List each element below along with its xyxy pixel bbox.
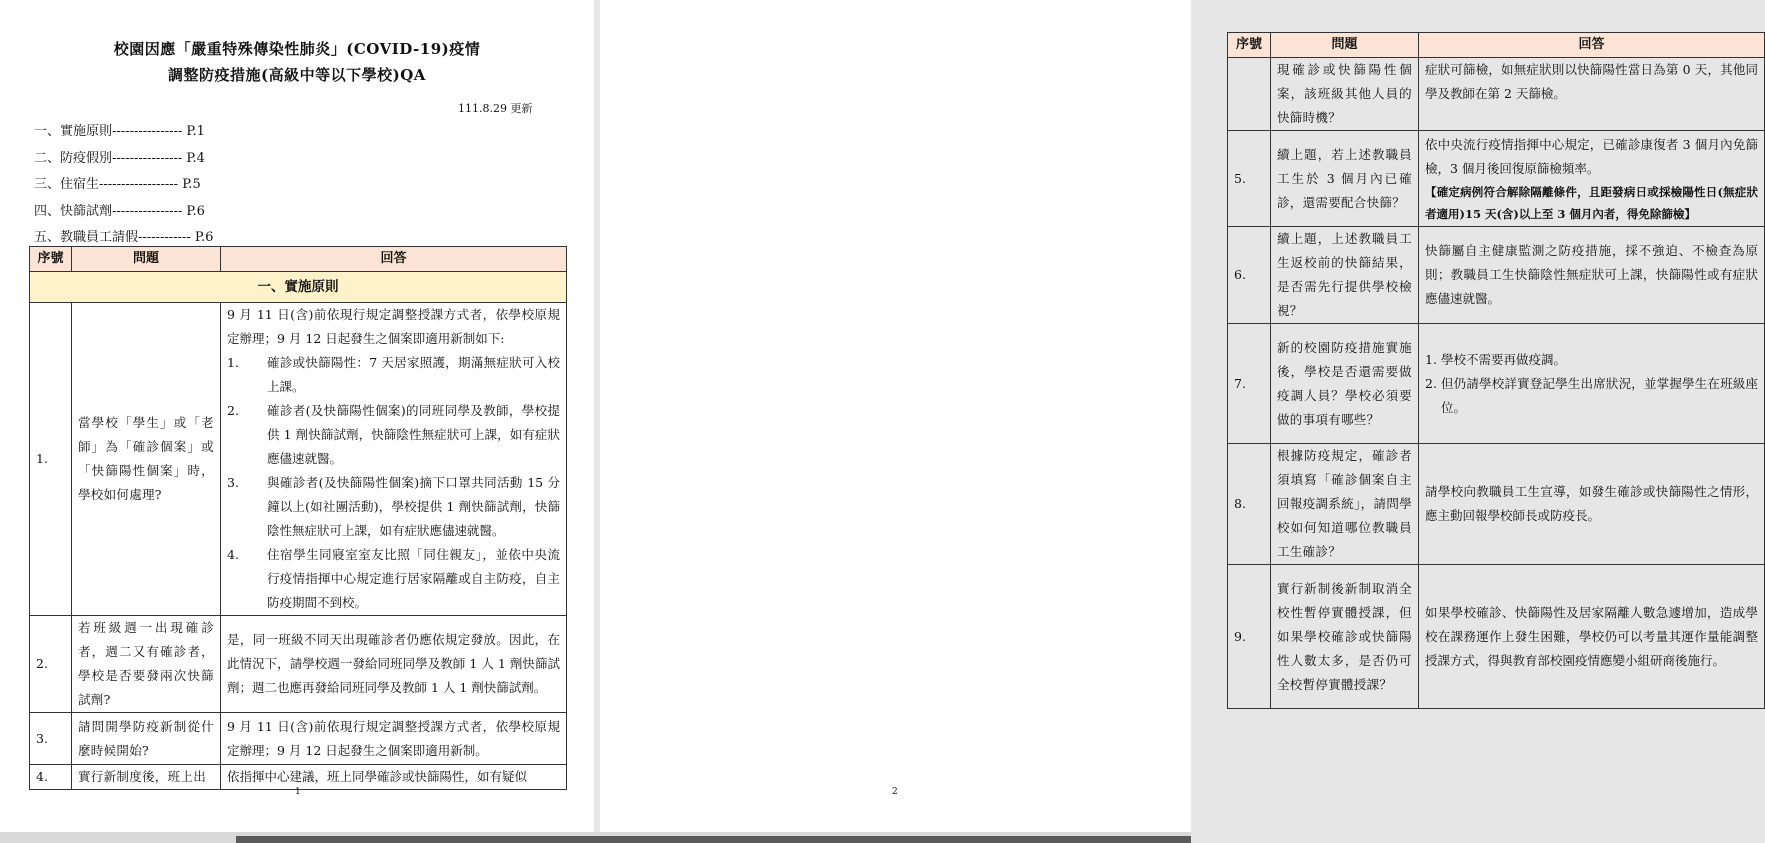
list-marker: 2.	[227, 403, 239, 418]
header-question: 問題	[1271, 33, 1419, 58]
viewer-scrollbar-track[interactable]	[0, 832, 1191, 843]
document-title-line1: 校園因應「嚴重特殊傳染性肺炎」(COVID-19)疫情	[113, 40, 481, 58]
list-text: 住宿學生同寢室室友比照「同住親友」，並依中央流行疫情指揮中心規定進行居家隔離或自主防疫，自主防疫期間不到校。	[267, 547, 560, 610]
header-question: 問題	[72, 247, 221, 272]
table-row	[1228, 324, 1765, 444]
toc-item: 一、實施原則---------------- P.1	[34, 124, 205, 139]
row-question: 續上題，上述教職員工生返校前的快篩結果，是否需先行提供學校檢視？	[1271, 227, 1419, 324]
row-question: 根據防疫規定，確診者須填寫「確診個案自主回報疫調系統」，請問學校如何知道哪位教職員工生確診？	[1271, 444, 1419, 565]
row-num: 2.	[30, 616, 72, 713]
list-item	[227, 399, 560, 471]
header-answer: 回答	[1419, 33, 1765, 58]
list-item	[1425, 348, 1758, 372]
list-text: 與確診者(及快篩陽性個案)摘下口罩共同活動 15 分鐘以上(如社團活動)，學校提供 1 劑快篩試劑，快篩陰性無症狀可上課，如有症狀應儘速就醫。	[267, 475, 560, 538]
list-marker: 1.	[1425, 351, 1437, 367]
table-header-row	[30, 247, 567, 272]
table-row	[30, 303, 567, 616]
table-row	[30, 616, 567, 713]
row-question: 實行新制後新制取消全校性暫停實體授課，但如果學校確診或快篩陽性人數太多，是否仍可全校暫停實體授課？	[1271, 565, 1419, 709]
table-header-row	[1228, 33, 1765, 58]
row-num: 4.	[30, 765, 72, 790]
table-row	[1228, 227, 1765, 324]
toc-item: 四、快篩試劑---------------- P.6	[34, 203, 205, 219]
row-question: 請問開學防疫新制從什麼時候開始?	[72, 713, 221, 765]
header-answer: 回答	[221, 247, 567, 272]
table-row	[30, 765, 567, 790]
list-text: 確診者(及快篩陽性個案)的同班同學及教師，學校提供 1 劑快篩試劑，快篩陰性無症狀可上課，如有症狀應儘速就醫。	[267, 403, 560, 466]
table-row	[30, 713, 567, 765]
row-answer: 9 月 11 日(含)前依現行規定調整授課方式者，依學校原規定辦理；9 月 12 日起發生之個案即適用新制。	[221, 713, 567, 765]
list-item	[1425, 372, 1758, 420]
list-marker: 2.	[1425, 375, 1437, 391]
table-row	[1228, 131, 1765, 227]
table-row	[1228, 444, 1765, 565]
qa-table-page2	[1227, 32, 1765, 709]
list-item	[227, 351, 560, 399]
row-num: 3.	[30, 713, 72, 765]
table-of-contents	[34, 123, 213, 256]
row-num: 1.	[30, 303, 72, 616]
answer-list	[227, 351, 560, 615]
list-text: 確診或快篩陽性：7 天居家照護，期滿無症狀可入校上課。	[267, 355, 560, 394]
row-answer	[1419, 324, 1765, 444]
row-answer	[1419, 131, 1765, 227]
row-num: 7.	[1228, 324, 1271, 444]
row-answer	[221, 303, 567, 616]
list-item	[227, 471, 560, 543]
section-title: 一、實施原則	[30, 272, 567, 303]
document-title-line2: 調整防疫措施(高級中等以下學校)QA	[168, 66, 426, 84]
row-question: 當學校「學生」或「老師」為「確診個案」或「快篩陽性個案」時，學校如何處理?	[72, 303, 221, 616]
row-question: 若班級週一出現確診者，週二又有確診者，學校是否要發兩次快篩試劑?	[72, 616, 221, 713]
answer-text: 依中央流行疫情指揮中心規定，已確診康復者 3 個月內免篩檢，3 個月後回復原篩檢頻率。	[1425, 136, 1758, 176]
update-date: 111.8.29 更新	[458, 102, 533, 115]
list-marker: 4.	[227, 547, 239, 562]
list-marker: 3.	[227, 475, 239, 490]
row-answer: 症狀可篩檢，如無症狀則以快篩陽性當日為第 0 天，其他同學及教師在第 2 天篩檢。	[1419, 58, 1765, 131]
list-marker: 1.	[227, 355, 239, 370]
page-number: 2	[892, 787, 898, 797]
list-text: 但仍請學校詳實登記學生出席狀況，並掌握學生在班級座位。	[1441, 375, 1758, 415]
row-question: 實行新制度後，班上出	[72, 765, 221, 790]
answer-note: 【確定病例符合解除隔離條件，且距發病日或採檢陽性日(無症狀者適用)15 天(含)以上至 3 個月內者，得免除篩檢】	[1425, 184, 1758, 221]
header-num: 序號	[1228, 33, 1271, 58]
row-num: 6.	[1228, 227, 1271, 324]
row-answer: 請學校向教職員工生宣導，如發生確診或快篩陽性之情形，應主動回報學校師長或防疫長。	[1419, 444, 1765, 565]
row-num	[1228, 58, 1271, 131]
row-num: 8.	[1228, 444, 1271, 565]
row-answer: 是，同一班級不同天出現確診者仍應依規定發放。因此，在此情況下，請學校週一發給同班同學及教師 1 人 1 劑快篩試劑；週二也應再發給同班同學及教師 1 人 1 劑快篩試劑。	[221, 616, 567, 713]
toc-item: 二、防疫假別---------------- P.4	[34, 150, 205, 166]
row-answer: 如果學校確診、快篩陽性及居家隔離人數急遽增加，造成學校在課務運作上發生困難，學校仍可以考量其運作量能調整授課方式，得與教育部校園疫情應變小組研商後施行。	[1419, 565, 1765, 709]
toc-item: 五、教職員工請假------------ P.6	[34, 230, 214, 245]
qa-table-page1	[29, 246, 567, 790]
section-row	[30, 272, 567, 303]
toc-item: 三、住宿生------------------ P.5	[34, 177, 201, 192]
row-answer: 快篩屬自主健康監測之防疫措施，採不強迫、不檢查為原則；教職員工生快篩陰性無症狀可上課，快篩陽性或有症狀應儘速就醫。	[1419, 227, 1765, 324]
table-row	[1228, 565, 1765, 709]
header-num: 序號	[30, 247, 72, 272]
page-number: 1	[295, 787, 301, 797]
document-page-2	[600, 0, 1758, 832]
document-page-1	[0, 0, 594, 832]
answer-intro: 9 月 11 日(含)前依現行規定調整授課方式者，依學校原規定辦理；9 月 12 日起發生之個案即適用新制如下:	[227, 307, 560, 346]
row-question: 新的校園防疫措施實施後，學校是否還需要做疫調人員？學校必須要做的事項有哪些？	[1271, 324, 1419, 444]
list-text: 學校不需要再做疫調。	[1441, 351, 1567, 367]
row-question: 現確診或快篩陽性個案，該班級其他人員的快篩時機？	[1271, 58, 1419, 131]
row-question: 續上題，若上述教職員工生於 3 個月內已確診，還需要配合快篩？	[1271, 131, 1419, 227]
table-row	[1228, 58, 1765, 131]
row-answer: 依指揮中心建議，班上同學確診或快篩陽性，如有疑似	[221, 765, 567, 790]
row-num: 5.	[1228, 131, 1271, 227]
horizontal-scrollbar-thumb[interactable]	[236, 836, 1191, 843]
list-item	[227, 543, 560, 615]
row-num: 9.	[1228, 565, 1271, 709]
answer-list	[1425, 348, 1758, 420]
